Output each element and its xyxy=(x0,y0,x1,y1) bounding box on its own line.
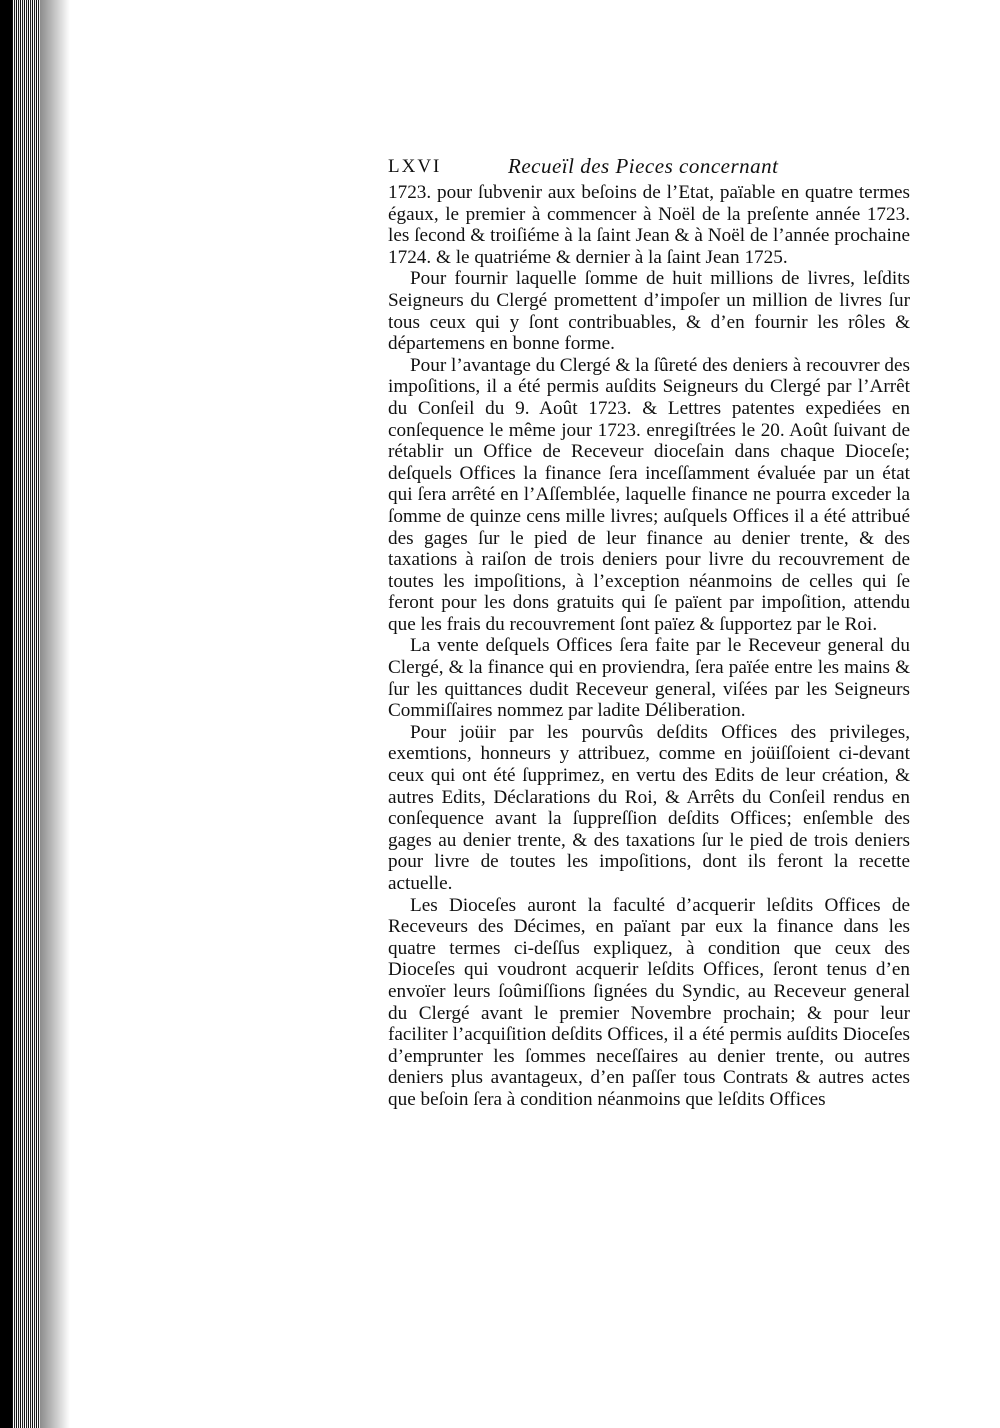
paragraph-3: Pour l’avantage du Clergé & la ſûreté des deniers à recouvrer des impoſitions, il a été permis auſdits Seigneurs du Clergé par l’Arrêt du Conſeil du 9. Août 1723. & Lettres patentes expediées en conſequence le même jour 1723. enregiſtrées le 20. Août ſuivant de rétablir un Office de Receveur dioceſain dans chaque Dioceſe; deſquels Offices la finance ſera inceſſamment évaluée par un état qui ſera arrêté en l’Aſſemblée, laquelle finance ne pourra exceder la ſomme de quinze cens mille livres; auſquels Offices il a été attribué des gages ſur le pied de leur finance au denier trente, & des taxations à raiſon de trois deniers pour livre du recouvrement de toutes les impoſitions, à l’exception néanmoins de celles qui ſe feront pour les dons gratuits qui ſe païent par impoſition, attendu que les frais du recouvrement ſont païez & ſupportez par le Roi. xyxy=(388,354,910,635)
gutter-fade xyxy=(40,0,70,1428)
paragraph-6: Les Dioceſes auront la faculté d’acquerir leſdits Offices de Receveurs des Décimes, en païant par eux la finance dans les quatre termes ci-deſſus expliquez, à condition que ceux des Dioceſes qui voudront acquerir leſdits Offices, ſeront tenus d’en envoïer leurs ſoûmiſſions ſignées du Syndic, au Receveur general du Clergé avant le premier Novembre prochain; & pour leur faciliter l’acquiſition deſdits Offices, il a été permis auſdits Dioceſes d’emprunter les ſommes neceſſaires au denier trente, ou autres deniers plus avantageux, d’en paſſer tous Contrats & autres actes que beſoin ſera à condition néanmoins que leſdits Offices xyxy=(388,894,910,1110)
running-title: Recueïl des Pieces concernant xyxy=(508,154,779,178)
paragraph-2: Pour fournir laquelle ſomme de huit millions de livres, leſdits Seigneurs du Clergé promettent d’impoſer un million de livres ſur tous ceux qui y ſont contribuables, & d’en fournir les rôles & départemens en bonne forme. xyxy=(388,268,910,355)
paragraph-1: 1723. pour ſubvenir aux beſoins de l’Etat, païable en quatre termes égaux, le premier à commencer à Noël de la preſente année 1723. les ſecond & troiſiéme à la ſaint Jean & à Noël de l’année prochaine 1724. & le quatriéme & dernier à la ſaint Jean 1725. xyxy=(388,182,910,268)
running-head xyxy=(388,150,910,182)
paragraph-4: La vente deſquels Offices ſera faite par le Receveur general du Clergé, & la finance qui en proviendra, ſera païée entre les mains & ſur les quittances dudit Receveur general, viſées par les Seigneurs Commiſſaires nommez par ladite Déliberation. xyxy=(388,635,910,722)
gutter-shadow xyxy=(0,0,12,1428)
page-number: LXVI xyxy=(388,156,442,177)
paragraph-5: Pour joüir par les pourvûs deſdits Offices des privileges, exemtions, honneurs y attribuez, comme en joüiſſoient ci-devant ceux qui ont été ſupprimez, en vertu des Edits de leur création, & autres Edits, Déclarations du Roi, & Arrêts du Conſeil rendus en conſequence avant la ſuppreſſion deſdits Offices; enſemble des gages au denier trente, & des taxations ſur le pied de trois deniers pour livre de toutes les impoſitions, dont ils feront la recette actuelle. xyxy=(388,721,910,894)
page-content xyxy=(388,150,910,1111)
body-text xyxy=(388,182,910,1111)
